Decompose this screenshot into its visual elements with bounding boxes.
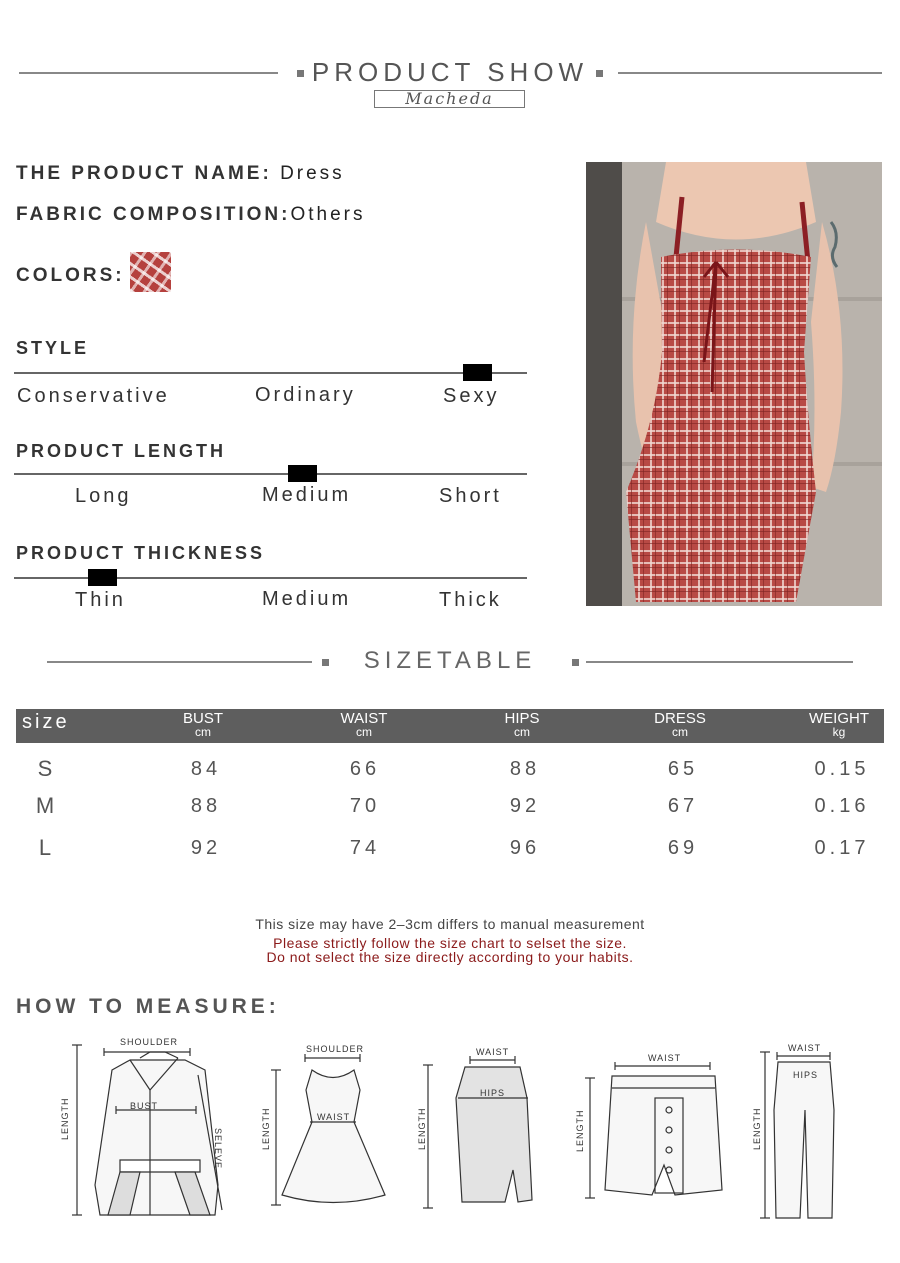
style-label-conservative: Conservative: [17, 385, 170, 407]
cell-hips: 88: [509, 758, 541, 780]
jacket-sleeve-label: SELEVE: [213, 1128, 223, 1170]
length-label-long: Long: [75, 485, 132, 507]
style-label-ordinary: Ordinary: [255, 384, 356, 406]
cell-weight: 0.16: [814, 795, 870, 817]
cell-dress: 69: [667, 837, 699, 859]
pants-length-label: LENGTH: [752, 1107, 762, 1150]
sizetable-square-right: [572, 659, 579, 666]
cell-size: L: [38, 835, 56, 860]
cell-dress: 67: [667, 795, 699, 817]
dress-illustration: [586, 162, 882, 606]
jacket-bust-label: BUST: [130, 1101, 159, 1111]
jacket-diagram: [72, 1045, 222, 1215]
cell-hips: 96: [509, 837, 541, 859]
skirt-waist-label: WAIST: [476, 1047, 510, 1057]
note-measurement: This size may have 2–3cm differs to manual measurement: [255, 916, 645, 932]
header-hips-unit: cm: [514, 725, 530, 739]
header-square-right: [596, 70, 603, 77]
length-marker: [288, 465, 317, 482]
thickness-title: PRODUCT THICKNESS: [16, 543, 266, 563]
header-bust-unit: cm: [195, 725, 211, 739]
cell-bust: 92: [190, 837, 222, 859]
length-label-short: Short: [439, 485, 502, 507]
fabric-row: [16, 204, 365, 226]
cell-dress: 65: [667, 758, 699, 780]
pants-waist-label: WAIST: [788, 1043, 822, 1053]
dress-shoulder-label: SHOULDER: [306, 1044, 365, 1054]
header-weight-label: WEIGHT: [809, 710, 869, 727]
header-waist-label: WAIST: [340, 710, 388, 727]
dress-length-label: LENGTH: [261, 1107, 271, 1150]
dress-waist-label: WAIST: [317, 1112, 351, 1122]
shorts-diagram: [585, 1062, 722, 1198]
cell-weight: 0.15: [814, 758, 870, 780]
length-scale-line: [14, 473, 527, 475]
header-line-right: [618, 72, 882, 74]
cell-size: S: [37, 756, 57, 781]
cell-weight: 0.17: [814, 837, 870, 859]
thickness-marker: [88, 569, 117, 586]
thickness-label-thin: Thin: [75, 589, 126, 611]
fabric-label: FABRIC COMPOSITION:: [16, 204, 291, 225]
brand-name: Macheda: [374, 90, 525, 108]
size-table-header: [16, 709, 884, 743]
length-label-medium: Medium: [262, 484, 352, 506]
length-title: PRODUCT LENGTH: [16, 441, 226, 461]
jacket-shoulder-label: SHOULDER: [120, 1037, 179, 1047]
how-to-measure-title: HOW TO MEASURE:: [16, 995, 280, 1018]
product-name-value: Dress: [280, 163, 345, 184]
header-dress-unit: cm: [672, 725, 688, 739]
header-size-label: size: [22, 711, 70, 733]
color-swatch-plaid[interactable]: [130, 252, 171, 292]
cell-bust: 84: [190, 758, 222, 780]
header-dress-label: DRESS: [654, 710, 706, 727]
header-weight-unit: kg: [832, 725, 846, 739]
cell-bust: 88: [190, 795, 222, 817]
product-photo: [586, 162, 882, 606]
jacket-length-label: LENGTH: [60, 1097, 70, 1140]
shorts-length-label: LENGTH: [575, 1109, 585, 1152]
fabric-value: Others: [290, 204, 366, 225]
product-name-label: THE PRODUCT NAME:: [16, 163, 281, 184]
dress-diagram: [271, 1054, 385, 1205]
thickness-label-thick: Thick: [439, 589, 502, 611]
colors-row: [16, 265, 125, 287]
note-habits: Do not select the size directly according to your habits.: [266, 949, 634, 965]
note-follow-chart: Please strictly follow the size chart to selset the size.: [273, 935, 627, 951]
header-waist-unit: cm: [356, 725, 372, 739]
header-hips: [482, 711, 562, 739]
header-bust-label: BUST: [182, 710, 223, 727]
cell-waist: 70: [349, 795, 381, 817]
cell-waist: 74: [349, 837, 381, 859]
skirt-length-label: LENGTH: [417, 1107, 427, 1150]
shorts-waist-label: WAIST: [648, 1053, 682, 1063]
cell-hips: 92: [509, 795, 541, 817]
style-marker: [463, 364, 492, 381]
pants-hips-label: HIPS: [793, 1070, 819, 1080]
sizetable-title: SIZETABLE: [363, 647, 537, 674]
skirt-hips-label: HIPS: [480, 1088, 506, 1098]
style-title: STYLE: [16, 338, 90, 358]
style-scale-line: [14, 372, 527, 374]
header-bust: [163, 711, 243, 739]
measure-diagrams: [0, 1030, 900, 1230]
cell-waist: 66: [349, 758, 381, 780]
header-waist: [324, 711, 404, 739]
style-label-sexy: Sexy: [443, 385, 500, 407]
cell-size: M: [35, 793, 59, 818]
header-dress: [640, 711, 720, 739]
thickness-label-medium: Medium: [262, 588, 352, 610]
header-hips-label: HIPS: [504, 710, 540, 727]
header-weight: [799, 711, 879, 739]
skirt-diagram: [423, 1056, 532, 1208]
sizetable-line-right: [586, 661, 853, 663]
header-size: [22, 711, 70, 733]
page-title: PRODUCT SHOW: [311, 57, 589, 87]
product-name-row: [16, 163, 345, 185]
colors-label: COLORS:: [16, 265, 125, 286]
